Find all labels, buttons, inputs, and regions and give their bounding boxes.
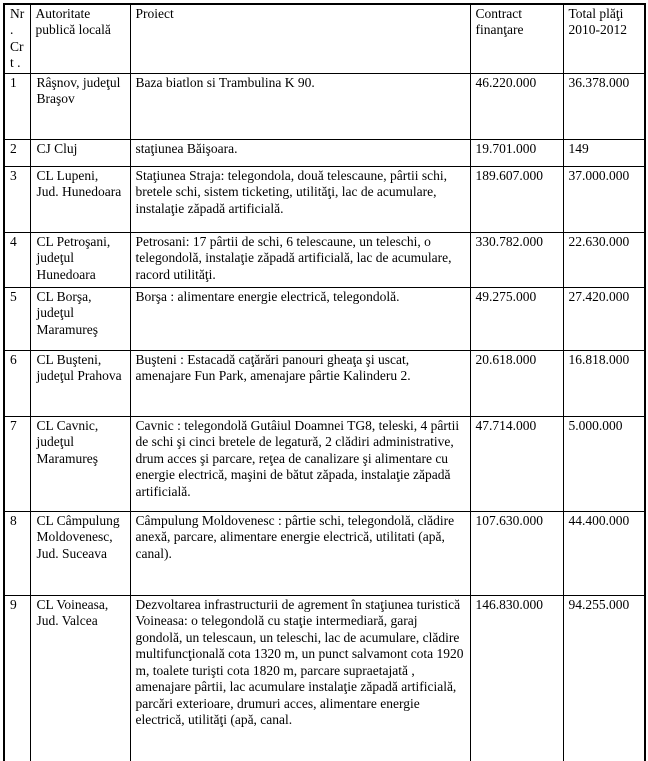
column-header-proiect: Proiect xyxy=(130,4,470,73)
cell-project: Staţiunea Straja: telegondola, două telescaune, pârtii schi, bretele schi, sistem ticketing, utilităţi, lac de acumulare, instalaţie zăpadă artificială. xyxy=(130,166,470,232)
cell-authority: CL Petroşani, judeţul Hunedoara xyxy=(30,232,130,287)
cell-project: staţiunea Băişoara. xyxy=(130,139,470,166)
cell-total: 5.000.000 xyxy=(563,416,645,511)
cell-authority: CL Voineasa, Jud. Valcea xyxy=(30,595,130,761)
cell-authority: CL Lupeni, Jud. Hunedoara xyxy=(30,166,130,232)
cell-project: Baza biatlon si Trambulina K 90. xyxy=(130,73,470,139)
cell-nr: 2 xyxy=(4,139,30,166)
cell-nr: 4 xyxy=(4,232,30,287)
cell-project: Dezvoltarea infrastructurii de agrement în staţiunea turistică Voineasa: o telegondolă cu staţie intermediară, garaj gondolă, un telescaun, un teleschi, lac de acumulare, clădire multifuncţională cota 1320 m, un punct salvamont cota 1920 m, toalete turişti cota 1820 m, parcare supraetajată , amenajare pârtii, lac acumulare instalaţie zăpadă artificială, parcări exterioare, drumuri acces, alimentare energie electrică, utilităţi (apă, canal. xyxy=(130,595,470,761)
funding-projects-table xyxy=(3,3,646,761)
cell-contract: 146.830.000 xyxy=(470,595,563,761)
column-header-autoritate: Autoritate publică locală xyxy=(30,4,130,73)
cell-total: 36.378.000 xyxy=(563,73,645,139)
cell-nr: 6 xyxy=(4,350,30,416)
cell-total: 27.420.000 xyxy=(563,287,645,350)
cell-nr: 5 xyxy=(4,287,30,350)
cell-contract: 46.220.000 xyxy=(470,73,563,139)
table-row xyxy=(4,511,645,595)
cell-total: 94.255.000 xyxy=(563,595,645,761)
table-row xyxy=(4,73,645,139)
table-row xyxy=(4,166,645,232)
cell-contract: 189.607.000 xyxy=(470,166,563,232)
cell-authority: CL Borşa, judeţul Maramureş xyxy=(30,287,130,350)
cell-contract: 20.618.000 xyxy=(470,350,563,416)
header-row xyxy=(4,4,645,73)
table-row xyxy=(4,595,645,761)
cell-total: 16.818.000 xyxy=(563,350,645,416)
cell-authority: Râşnov, judeţul Braşov xyxy=(30,73,130,139)
cell-nr: 9 xyxy=(4,595,30,761)
table-body xyxy=(4,73,645,761)
table-row xyxy=(4,139,645,166)
cell-project: Borşa : alimentare energie electrică, telegondolă. xyxy=(130,287,470,350)
cell-nr: 8 xyxy=(4,511,30,595)
column-header-nr-crt: Nr. Crt . xyxy=(4,4,30,73)
cell-total: 149 xyxy=(563,139,645,166)
cell-contract: 47.714.000 xyxy=(470,416,563,511)
cell-total: 44.400.000 xyxy=(563,511,645,595)
cell-authority: CL Buşteni, judeţul Prahova xyxy=(30,350,130,416)
cell-project: Petrosani: 17 pârtii de schi, 6 telescaune, un teleschi, o telegondolă, instalaţie zăpadă artificială, lac de acumulare, racord utilităţi. xyxy=(130,232,470,287)
cell-authority: CJ Cluj xyxy=(30,139,130,166)
table-row xyxy=(4,350,645,416)
column-header-total-plati: Total plăţi 2010-2012 xyxy=(563,4,645,73)
table-row xyxy=(4,232,645,287)
table-row xyxy=(4,416,645,511)
table-row xyxy=(4,287,645,350)
cell-total: 22.630.000 xyxy=(563,232,645,287)
column-header-contract: Contract finanţare xyxy=(470,4,563,73)
cell-authority: CL Cavnic, judeţul Maramureş xyxy=(30,416,130,511)
cell-authority: CL Câmpulung Moldovenesc, Jud. Suceava xyxy=(30,511,130,595)
cell-nr: 3 xyxy=(4,166,30,232)
cell-nr: 1 xyxy=(4,73,30,139)
cell-project: Câmpulung Moldovenesc : pârtie schi, telegondolă, clădire anexă, parcare, alimentare energie electrică, utilitati (apă, canal). xyxy=(130,511,470,595)
cell-project: Cavnic : telegondolă Gutâiul Doamnei TG8, teleski, 4 pârtii de schi şi cinci bretele de legatură, 2 clădiri administrative, drum acces şi parcare, reţea de canalizare şi alimentare cu energie electrică, maşini de bătut zăpada, instalaţie zăpadă artificială. xyxy=(130,416,470,511)
cell-contract: 49.275.000 xyxy=(470,287,563,350)
cell-total: 37.000.000 xyxy=(563,166,645,232)
cell-contract: 330.782.000 xyxy=(470,232,563,287)
cell-project: Buşteni : Estacadă caţărări panouri gheaţa şi uscat, amenajare Fun Park, amenajare pârtie Kalinderu 2. xyxy=(130,350,470,416)
cell-nr: 7 xyxy=(4,416,30,511)
cell-contract: 107.630.000 xyxy=(470,511,563,595)
cell-contract: 19.701.000 xyxy=(470,139,563,166)
